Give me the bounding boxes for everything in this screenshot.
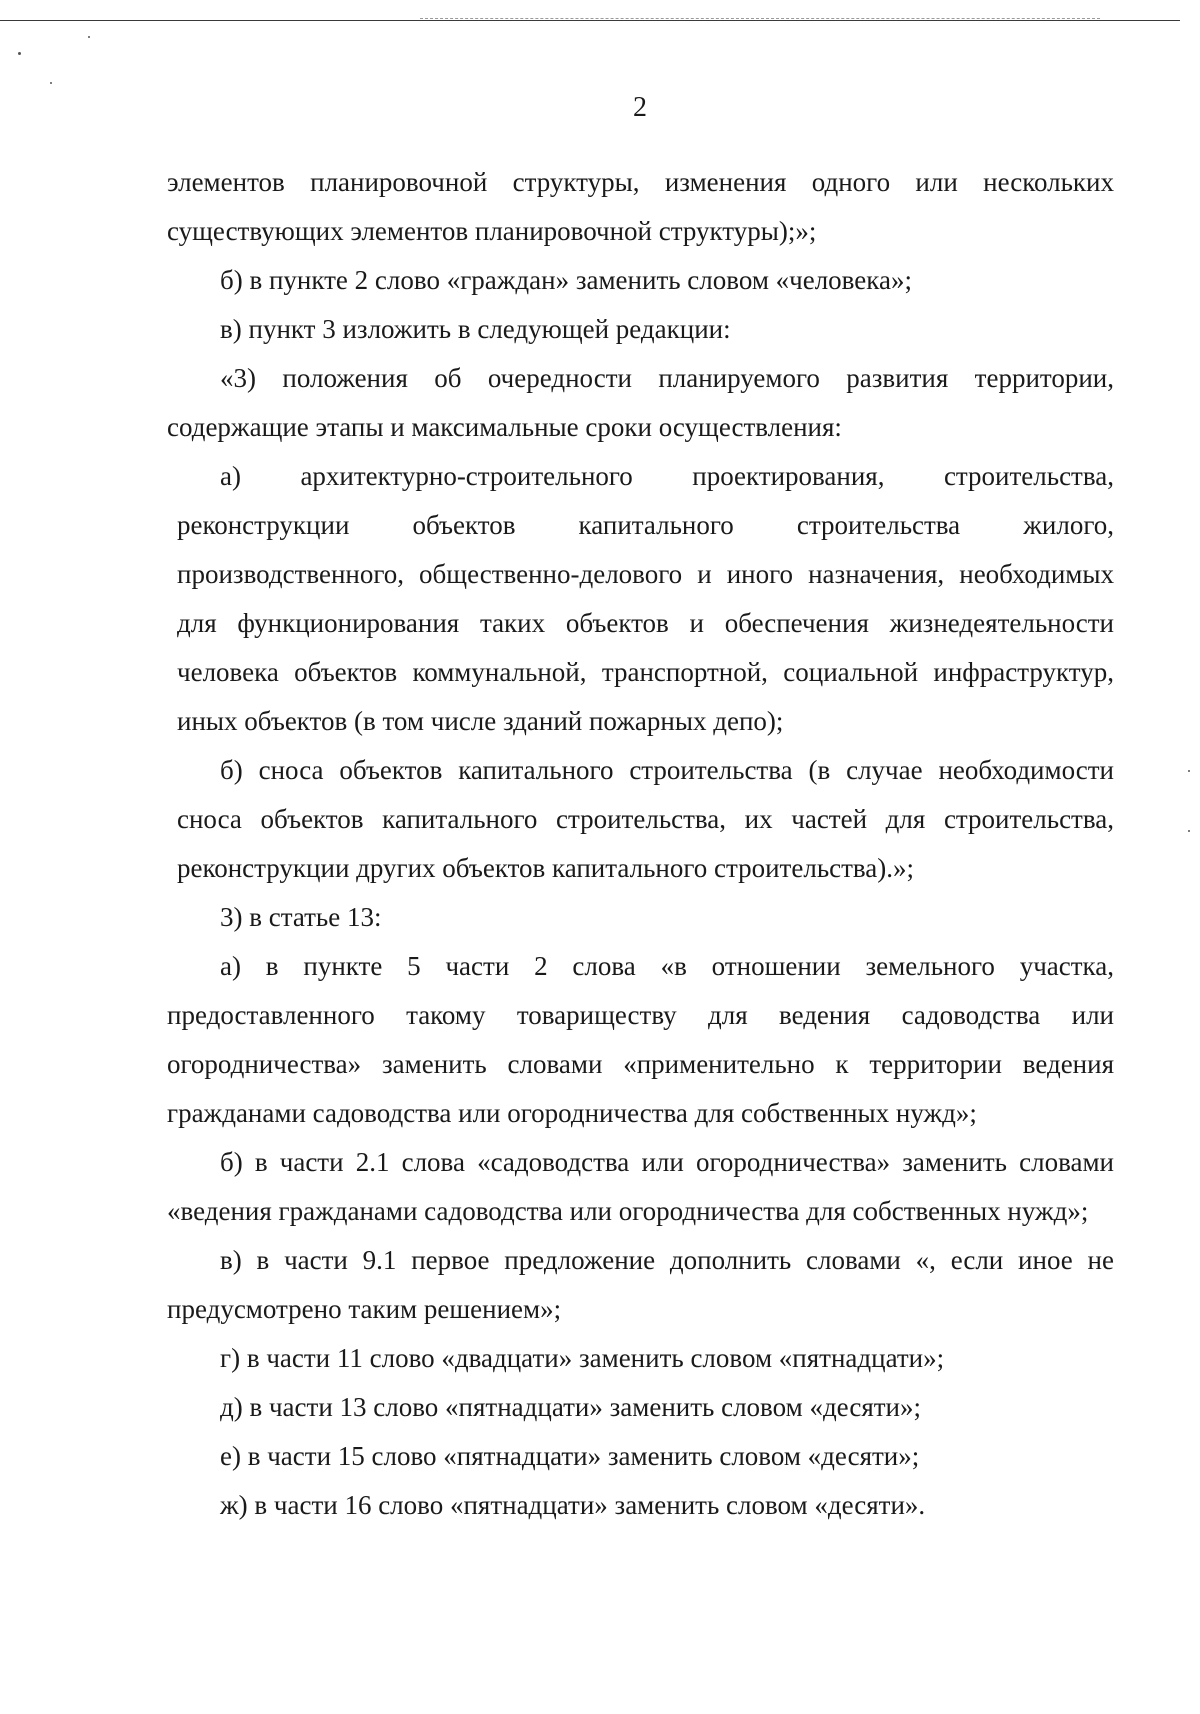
scan-speck: [18, 52, 21, 55]
paragraph: б) в пункте 2 слово «граждан» заменить словом «человека»;: [220, 265, 912, 295]
page-number: 2: [633, 92, 647, 123]
paragraph: а) архитектурно-строительного проектирования, строительства, реконструкции объектов капитального строительства жилого, производственного, общественно-делового и иного назначения, необходимых для функционирования таких объектов и обеспечения жизнедеятельности человека объектов коммунальной, транспортной, социальной инфраструктур, иных объектов (в том числе зданий пожарных депо);: [177, 461, 1114, 736]
document-body: [167, 158, 1114, 1530]
paragraph: «3) положения об очередности планируемого развития территории, содержащие этапы и максимальные сроки осуществления:: [167, 363, 1114, 442]
paragraph: элементов планировочной структуры, изменения одного или нескольких существующих элементов планировочной структуры);»;: [167, 167, 1114, 246]
paragraph: в) пункт 3 изложить в следующей редакции:: [220, 314, 731, 344]
paragraph: б) в части 2.1 слова «садоводства или огородничества» заменить словами «ведения гражданами садоводства или огородничества для собственных нужд»;: [167, 1147, 1114, 1226]
scan-speck: [1188, 770, 1190, 772]
paragraph: е) в части 15 слово «пятнадцати» заменить словом «десяти»;: [220, 1441, 920, 1471]
paragraph: д) в части 13 слово «пятнадцати» заменить словом «десяти»;: [220, 1392, 921, 1422]
scan-speck: [50, 82, 52, 84]
paragraph: г) в части 11 слово «двадцати» заменить словом «пятнадцати»;: [220, 1343, 945, 1373]
scan-speck: [1188, 830, 1190, 832]
scan-speck: [88, 36, 90, 38]
paragraph: в) в части 9.1 первое предложение дополнить словами «, если иное не предусмотрено таким решением»;: [167, 1245, 1114, 1324]
paragraph: ж) в части 16 слово «пятнадцати» заменить словом «десяти».: [220, 1490, 926, 1520]
paragraph: а) в пункте 5 части 2 слова «в отношении земельного участка, предоставленного такому товариществу для ведения садоводства или огородничества» заменить словами «применительно к территории ведения гражданами садоводства или огородничества для собственных нужд»;: [167, 951, 1114, 1128]
paragraph: б) сноса объектов капитального строительства (в случае необходимости сноса объектов капитального строительства, их частей для строительства, реконструкции других объектов капитального строительства).»;: [177, 755, 1114, 883]
scan-top-rule: [0, 20, 1180, 21]
scan-top-rule-faint: [420, 18, 1100, 19]
paragraph: 3) в статье 13:: [220, 902, 382, 932]
